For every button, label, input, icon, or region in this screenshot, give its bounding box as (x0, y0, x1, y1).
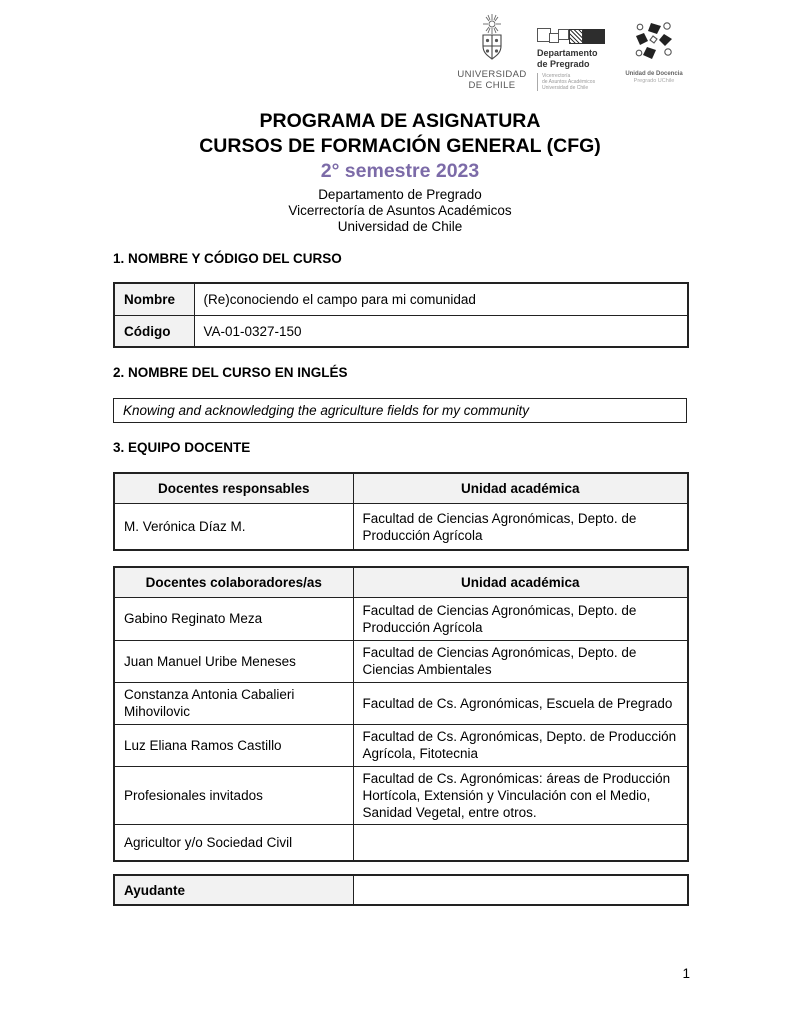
colaborador-unit-cell: Facultad de Ciencias Agronómicas, Depto. de Producción Agrícola (353, 597, 688, 640)
semester-subtitle: 2° semestre 2023 (320, 160, 480, 182)
responsable-name-cell: M. Verónica Díaz M. (114, 503, 353, 550)
table-row (114, 824, 688, 861)
document-body (113, 251, 687, 906)
nombre-value-cell: (Re)conociendo el campo para mi comunidad (194, 283, 688, 315)
colaborador-unit-cell: Facultad de Cs. Agronómicas, Depto. de Producción Agrícola, Fitotecnia (353, 724, 688, 766)
responsable-unit-cell: Facultad de Ciencias Agronómicas, Depto. de Producción Agrícola (353, 503, 688, 550)
colaborador-unit-cell: Facultad de Cs. Agronómicas, Escuela de Pregrado (353, 682, 688, 724)
unidad-docencia-logo (623, 13, 685, 85)
responsables-col1-header: Docentes responsables (114, 473, 353, 503)
pregrado-logo-sub-line3: Universidad de Chile (542, 85, 589, 91)
docencia-pinwheel-icon (631, 50, 677, 67)
table-header-row (114, 473, 688, 503)
english-course-name-box: Knowing and acknowledging the agriculture fields for my community (113, 398, 687, 423)
pregrado-logo-title-line2: de Pregrado (537, 58, 590, 69)
header-logos (457, 13, 685, 91)
ayudante-table (113, 874, 689, 906)
section1-heading: 1. NOMBRE Y CÓDIGO DEL CURSO (113, 251, 342, 267)
docentes-responsables-table (113, 472, 689, 551)
title-department-line: Departamento de Pregrado (318, 187, 482, 202)
pregrado-squares-icon (537, 28, 611, 44)
universidad-de-chile-logo (457, 13, 527, 91)
nombre-label-cell: Nombre (114, 283, 194, 315)
docencia-logo-text-line1: Unidad de Docencia (625, 71, 683, 77)
table-row (114, 283, 688, 315)
table-row (114, 597, 688, 640)
colaborador-name-cell: Agricultor y/o Sociedad Civil (114, 824, 353, 861)
course-name-code-table (113, 282, 689, 348)
colaborador-name-cell: Constanza Antonia Cabalieri Mihovilovic (114, 682, 353, 724)
table-row (114, 875, 688, 905)
colaborador-unit-cell: Facultad de Cs. Agronómicas: áreas de Producción Hortícola, Extensión y Vinculación con el Medio, Sanidad Vegetal, entre otros. (353, 766, 688, 824)
table-row (114, 503, 688, 550)
codigo-label-cell: Código (114, 315, 194, 347)
pregrado-logo-title-line1: Departamento (537, 48, 598, 58)
table-row (114, 640, 688, 682)
colaborador-unit-cell: Facultad de Ciencias Agronómicas, Depto. de Ciencias Ambientales (353, 640, 688, 682)
table-row (114, 766, 688, 824)
colaborador-name-cell: Gabino Reginato Meza (114, 597, 353, 640)
section3-heading: 3. EQUIPO DOCENTE (113, 440, 251, 456)
section2-heading: 2. NOMBRE DEL CURSO EN INGLÉS (113, 365, 348, 381)
title-university-line: Universidad de Chile (337, 218, 463, 234)
codigo-value-cell: VA-01-0327-150 (194, 315, 688, 347)
table-row (114, 724, 688, 766)
uchile-crest-icon (462, 50, 522, 67)
table-row (114, 682, 688, 724)
responsables-col2-header: Unidad académica (353, 473, 688, 503)
colaborador-name-cell: Profesionales invitados (114, 766, 353, 824)
ayudante-label-cell: Ayudante (114, 875, 353, 905)
pregrado-logo-sub-line1: Vicerrectoría (542, 73, 571, 79)
docentes-colaboradores-table (113, 566, 689, 862)
document-title-line1: PROGRAMA DE ASIGNATURA (259, 110, 541, 132)
document-title-line2: CURSOS DE FORMACIÓN GENERAL (CFG) (199, 135, 601, 157)
table-header-row (114, 567, 688, 597)
colaboradores-col2-header: Unidad académica (353, 567, 688, 597)
colaboradores-col1-header: Docentes colaboradores/as (114, 567, 353, 597)
uchile-logo-text-line2: DE CHILE (468, 80, 516, 91)
title-vicerrectoria-line: Vicerrectoría de Asuntos Académicos (288, 202, 512, 218)
page-number: 1 (682, 966, 690, 981)
docencia-logo-text-line2: Pregrado UChile (633, 78, 675, 84)
table-row (114, 315, 688, 347)
ayudante-value-cell (353, 875, 688, 905)
uchile-logo-text-line1: UNIVERSIDAD (457, 69, 527, 80)
pregrado-logo-sub-line2: de Asuntos Académicos (542, 79, 596, 85)
departamento-pregrado-logo (537, 13, 611, 91)
colaborador-name-cell: Luz Eliana Ramos Castillo (114, 724, 353, 766)
colaborador-name-cell: Juan Manuel Uribe Meneses (114, 640, 353, 682)
colaborador-unit-cell (353, 824, 688, 861)
